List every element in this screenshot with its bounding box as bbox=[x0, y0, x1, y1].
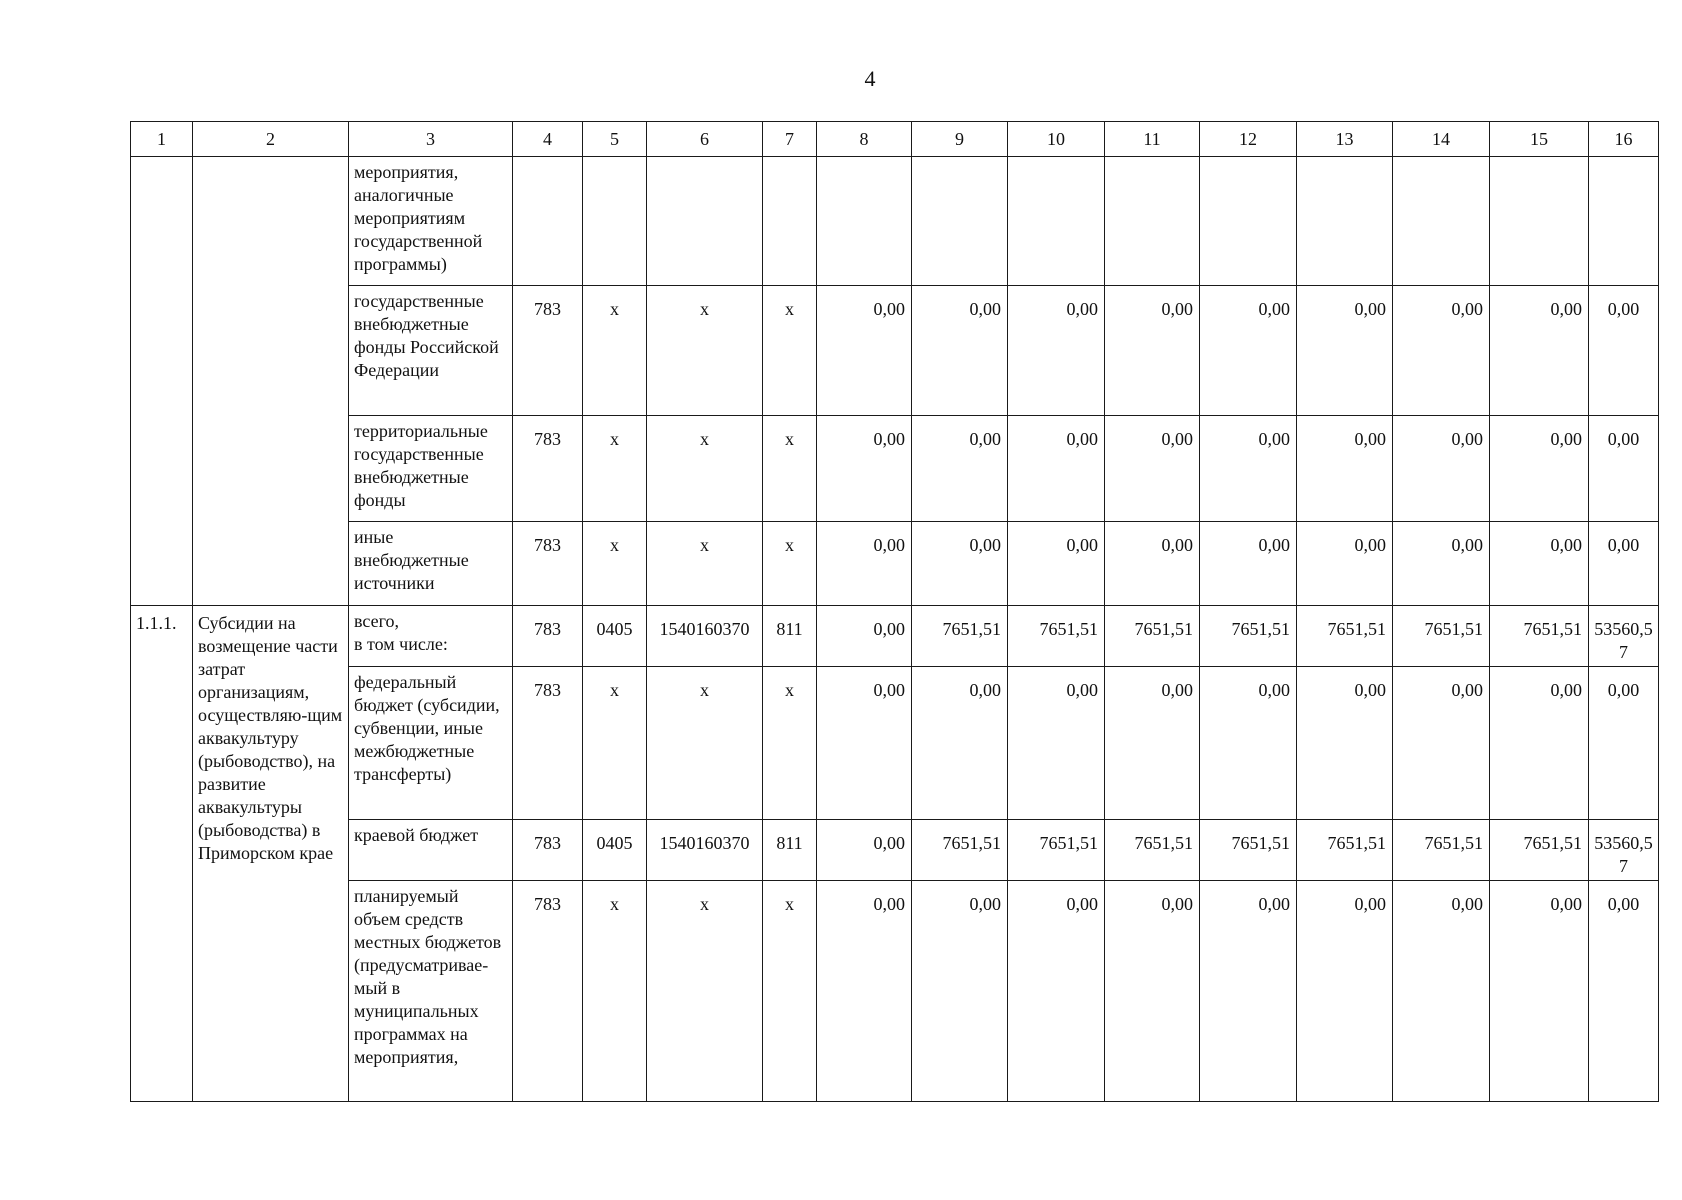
value-cell: 0,00 bbox=[1105, 522, 1200, 606]
value-cell: х bbox=[763, 881, 817, 1102]
value-cell bbox=[647, 157, 763, 286]
funding-source-cell: федеральный бюджет (субсидии, субвенции, иные межбюджетные трансферты) bbox=[349, 667, 513, 820]
value-cell: 0,00 bbox=[1200, 667, 1297, 820]
value-cell bbox=[1589, 157, 1659, 286]
funding-source-cell: государственные внебюджетные фонды Российской Федерации bbox=[349, 286, 513, 416]
row-name-cell bbox=[193, 157, 349, 606]
value-cell: 811 bbox=[763, 820, 817, 881]
value-cell: 0,00 bbox=[1589, 667, 1659, 820]
value-cell bbox=[763, 157, 817, 286]
value-cell: 0,00 bbox=[912, 286, 1008, 416]
value-cell: 0405 bbox=[583, 820, 647, 881]
column-header: 7 bbox=[763, 122, 817, 157]
value-cell: 7651,51 bbox=[1105, 820, 1200, 881]
value-cell: 0,00 bbox=[1490, 416, 1589, 522]
value-cell: 0,00 bbox=[1297, 667, 1393, 820]
value-cell: 53560,57 bbox=[1589, 606, 1659, 667]
column-header: 5 bbox=[583, 122, 647, 157]
column-header: 3 bbox=[349, 122, 513, 157]
value-cell bbox=[583, 157, 647, 286]
value-cell: 0,00 bbox=[912, 522, 1008, 606]
value-cell bbox=[1105, 157, 1200, 286]
row-index-cell bbox=[131, 157, 193, 606]
value-cell: х bbox=[763, 667, 817, 820]
column-header: 13 bbox=[1297, 122, 1393, 157]
value-cell: х bbox=[647, 881, 763, 1102]
funding-source-cell: всего, в том числе: bbox=[349, 606, 513, 667]
value-cell: 7651,51 bbox=[1200, 820, 1297, 881]
table-body bbox=[131, 122, 1659, 1102]
value-cell: х bbox=[647, 522, 763, 606]
value-cell: 783 bbox=[513, 522, 583, 606]
column-header: 11 bbox=[1105, 122, 1200, 157]
value-cell bbox=[1393, 157, 1490, 286]
value-cell bbox=[1200, 157, 1297, 286]
table-row bbox=[131, 881, 1659, 1102]
table-row bbox=[131, 820, 1659, 881]
value-cell: 0,00 bbox=[1008, 881, 1105, 1102]
value-cell: 7651,51 bbox=[1490, 606, 1589, 667]
value-cell bbox=[1490, 157, 1589, 286]
page-number: 4 bbox=[864, 66, 876, 91]
value-cell: 0,00 bbox=[1008, 416, 1105, 522]
header-row bbox=[131, 122, 1659, 157]
value-cell: 7651,51 bbox=[1297, 820, 1393, 881]
value-cell: 0,00 bbox=[1589, 522, 1659, 606]
funding-source-cell: иные внебюджетные источники bbox=[349, 522, 513, 606]
funding-source-cell: краевой бюджет bbox=[349, 820, 513, 881]
value-cell: 783 bbox=[513, 667, 583, 820]
budget-table bbox=[130, 121, 1659, 1102]
value-cell: 53560,57 bbox=[1589, 820, 1659, 881]
value-cell: 0,00 bbox=[1297, 881, 1393, 1102]
value-cell bbox=[1297, 157, 1393, 286]
value-cell: 783 bbox=[513, 606, 583, 667]
column-header: 4 bbox=[513, 122, 583, 157]
value-cell: 0,00 bbox=[817, 416, 912, 522]
value-cell: 7651,51 bbox=[1008, 820, 1105, 881]
value-cell: 7651,51 bbox=[1105, 606, 1200, 667]
column-header: 8 bbox=[817, 122, 912, 157]
value-cell: 0,00 bbox=[1393, 881, 1490, 1102]
column-header: 2 bbox=[193, 122, 349, 157]
funding-source-cell: планируемый объем средств местных бюджетов (предусматривае-мый в муниципальных программах на мероприятия, bbox=[349, 881, 513, 1102]
value-cell: 0,00 bbox=[1200, 286, 1297, 416]
value-cell: 7651,51 bbox=[912, 820, 1008, 881]
value-cell: 0,00 bbox=[1393, 667, 1490, 820]
value-cell: 0,00 bbox=[1589, 416, 1659, 522]
value-cell: 1540160370 bbox=[647, 820, 763, 881]
column-header: 1 bbox=[131, 122, 193, 157]
funding-source-cell: мероприятия, аналогичные мероприятиям государственной программы) bbox=[349, 157, 513, 286]
value-cell: 7651,51 bbox=[1297, 606, 1393, 667]
value-cell: х bbox=[583, 881, 647, 1102]
value-cell: 0,00 bbox=[912, 881, 1008, 1102]
table-row bbox=[131, 606, 1659, 667]
value-cell: 0,00 bbox=[1105, 416, 1200, 522]
value-cell: 0,00 bbox=[1297, 286, 1393, 416]
value-cell: 0,00 bbox=[817, 522, 912, 606]
value-cell: 7651,51 bbox=[1393, 606, 1490, 667]
value-cell: х bbox=[763, 522, 817, 606]
value-cell: 0,00 bbox=[1105, 881, 1200, 1102]
value-cell: 0,00 bbox=[1393, 416, 1490, 522]
value-cell bbox=[1008, 157, 1105, 286]
value-cell: 0,00 bbox=[1297, 522, 1393, 606]
value-cell: х bbox=[763, 286, 817, 416]
value-cell: 0,00 bbox=[1105, 667, 1200, 820]
value-cell: 0,00 bbox=[1589, 286, 1659, 416]
row-name-cell: Субсидии на возмещение части затрат организациям, осуществляю-щим аквакультуру (рыбоводство), на развитие аквакультуры (рыбоводства) в Приморском крае bbox=[193, 606, 349, 1102]
value-cell: х bbox=[763, 416, 817, 522]
value-cell: 0,00 bbox=[1200, 416, 1297, 522]
value-cell: 783 bbox=[513, 881, 583, 1102]
value-cell: х bbox=[583, 286, 647, 416]
value-cell: х bbox=[647, 286, 763, 416]
value-cell: 0,00 bbox=[1200, 881, 1297, 1102]
table-row bbox=[131, 416, 1659, 522]
value-cell: х bbox=[583, 667, 647, 820]
value-cell: 0,00 bbox=[1393, 286, 1490, 416]
value-cell: 0,00 bbox=[817, 820, 912, 881]
value-cell: 0,00 bbox=[1490, 286, 1589, 416]
row-index-cell: 1.1.1. bbox=[131, 606, 193, 1102]
value-cell bbox=[912, 157, 1008, 286]
value-cell: х bbox=[647, 416, 763, 522]
value-cell: 0,00 bbox=[817, 667, 912, 820]
value-cell: 0,00 bbox=[1200, 522, 1297, 606]
value-cell: 811 bbox=[763, 606, 817, 667]
value-cell: 0,00 bbox=[1490, 881, 1589, 1102]
value-cell: 0405 bbox=[583, 606, 647, 667]
column-header: 15 bbox=[1490, 122, 1589, 157]
value-cell bbox=[513, 157, 583, 286]
column-header: 9 bbox=[912, 122, 1008, 157]
table-row bbox=[131, 286, 1659, 416]
table-row bbox=[131, 667, 1659, 820]
value-cell: 783 bbox=[513, 416, 583, 522]
column-header: 10 bbox=[1008, 122, 1105, 157]
value-cell: 7651,51 bbox=[1393, 820, 1490, 881]
value-cell: 0,00 bbox=[1589, 881, 1659, 1102]
value-cell: 0,00 bbox=[1008, 286, 1105, 416]
column-header: 16 bbox=[1589, 122, 1659, 157]
column-header: 14 bbox=[1393, 122, 1490, 157]
column-header: 6 bbox=[647, 122, 763, 157]
value-cell: 0,00 bbox=[1008, 667, 1105, 820]
value-cell: 0,00 bbox=[1105, 286, 1200, 416]
value-cell: 0,00 bbox=[817, 881, 912, 1102]
value-cell: 0,00 bbox=[912, 667, 1008, 820]
value-cell: 0,00 bbox=[1297, 416, 1393, 522]
value-cell: 783 bbox=[513, 820, 583, 881]
value-cell: х bbox=[583, 416, 647, 522]
value-cell: 0,00 bbox=[1008, 522, 1105, 606]
value-cell: 7651,51 bbox=[1008, 606, 1105, 667]
value-cell: 0,00 bbox=[817, 606, 912, 667]
column-header: 12 bbox=[1200, 122, 1297, 157]
value-cell: 783 bbox=[513, 286, 583, 416]
value-cell: 0,00 bbox=[817, 286, 912, 416]
value-cell: 7651,51 bbox=[1200, 606, 1297, 667]
table-row bbox=[131, 157, 1659, 286]
value-cell: х bbox=[647, 667, 763, 820]
value-cell: х bbox=[583, 522, 647, 606]
value-cell bbox=[817, 157, 912, 286]
funding-source-cell: территориальные государственные внебюджетные фонды bbox=[349, 416, 513, 522]
value-cell: 1540160370 bbox=[647, 606, 763, 667]
value-cell: 0,00 bbox=[1490, 522, 1589, 606]
value-cell: 0,00 bbox=[1490, 667, 1589, 820]
value-cell: 0,00 bbox=[1393, 522, 1490, 606]
table-row bbox=[131, 522, 1659, 606]
value-cell: 7651,51 bbox=[1490, 820, 1589, 881]
value-cell: 0,00 bbox=[912, 416, 1008, 522]
value-cell: 7651,51 bbox=[912, 606, 1008, 667]
